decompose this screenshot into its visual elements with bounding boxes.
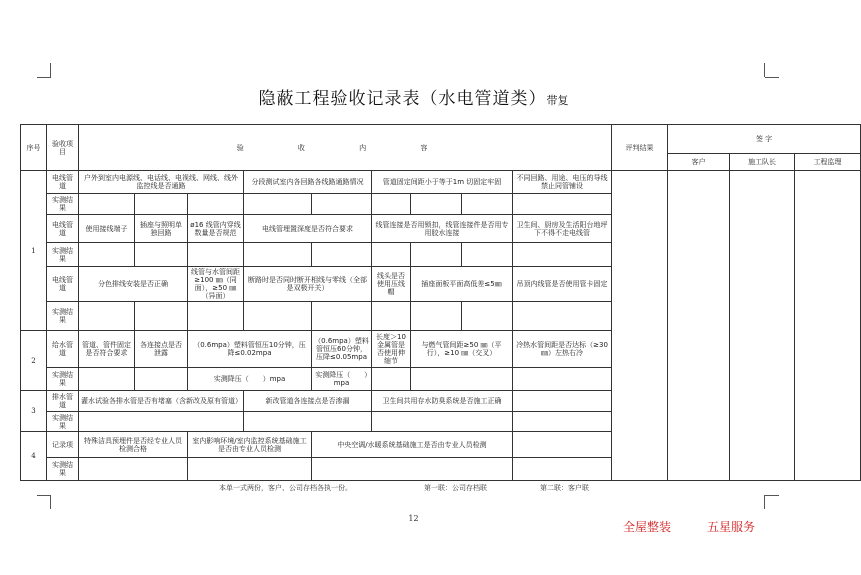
check-cell: 吊顶内线管是否使用管卡固定 — [513, 267, 612, 302]
check-cell: 冷热水管间距是否达标（≥30 ㎜）左热右冷 — [513, 331, 612, 368]
measured-cell[interactable] — [513, 243, 612, 267]
check-cell: 线头是否使用压线帽 — [372, 267, 411, 302]
group-2-number: 2 — [21, 331, 47, 391]
slogan-right: 五星服务 — [707, 520, 756, 534]
header-seq: 序号 — [21, 125, 47, 171]
measured-cell[interactable] — [411, 368, 513, 391]
measured-cell[interactable] — [188, 458, 312, 481]
check-cell: 新改管道各连接点是否渗漏 — [244, 391, 372, 412]
measured-cell[interactable] — [372, 368, 411, 391]
check-cell: 线管与水管间距≥100 ㎜（同面），≥50 ㎜（异面） — [188, 267, 244, 302]
measured-cell[interactable] — [135, 194, 188, 215]
sign-leader-cell[interactable] — [730, 171, 795, 481]
crop-mark-bottom-left — [50, 495, 65, 509]
measured-cell[interactable] — [244, 194, 312, 215]
header-sign-supervisor: 工程监理 — [795, 154, 861, 171]
item-label: 电线管道 — [47, 267, 79, 302]
measured-label: 实测结果 — [47, 243, 79, 267]
measured-cell[interactable] — [513, 194, 612, 215]
check-cell: 使用接线端子 — [79, 215, 135, 243]
footer-copy-2: 第二联：客户联 — [540, 484, 589, 492]
header-content: 验 收 内 容 — [79, 125, 612, 171]
check-cell: 特殊洁具预埋件是否经专业人员检测合格 — [79, 432, 188, 458]
measured-cell[interactable] — [312, 458, 513, 481]
check-cell: 卫生间、厨房及生活阳台地坪下不得不走电线管 — [513, 215, 612, 243]
check-cell: 灌水试验各排水管是否有堵塞（含新改及原有管道） — [79, 391, 244, 412]
check-cell: 插座与照明单独回路 — [135, 215, 188, 243]
measured-label: 实测结果 — [47, 458, 79, 481]
page-number: 12 — [408, 514, 419, 523]
measured-cell[interactable] — [312, 302, 372, 331]
check-cell: 电线管埋置深度是否符合要求 — [244, 215, 372, 243]
item-label: 电线管道 — [47, 171, 79, 194]
header-item: 验收项目 — [47, 125, 79, 171]
check-cell: ø16 线管内穿线数量是否规范 — [188, 215, 244, 243]
check-cell: 不同回路、用途、电压的导线禁止同管铺设 — [513, 171, 612, 194]
measured-cell[interactable] — [79, 458, 188, 481]
check-cell: 与燃气管间距≥50 ㎜（平行），≥10 ㎜（交叉） — [411, 331, 513, 368]
crop-mark-top-right — [764, 63, 779, 77]
check-cell: 分段测试室内各回路各线路通路情况 — [244, 171, 372, 194]
measured-cell[interactable] — [372, 243, 411, 267]
measured-cell[interactable] — [79, 368, 135, 391]
measured-cell[interactable] — [135, 368, 188, 391]
group-3-number: 3 — [21, 391, 47, 432]
measured-cell[interactable] — [244, 412, 372, 432]
measured-cell[interactable] — [188, 243, 244, 267]
check-cell: 插座面板平面高低差≤5㎜ — [411, 267, 513, 302]
check-cell: 分色排线安装是否正确 — [79, 267, 188, 302]
measured-cell[interactable] — [513, 412, 612, 432]
crop-mark-top-left — [50, 63, 65, 77]
check-cell: 中央空调/水暖系统基础施工是否由专业人员检测 — [312, 432, 513, 458]
footer-copy-1: 第一联：公司存档联 — [424, 484, 487, 492]
slogan-left: 全屋整装 — [623, 520, 672, 534]
measured-cell[interactable] — [79, 243, 135, 267]
header-sign: 签 字 — [668, 125, 861, 154]
measured-cell[interactable] — [312, 243, 372, 267]
sign-customer-cell[interactable] — [668, 171, 730, 481]
header-assess: 评判结果 — [612, 125, 668, 171]
assess-cell[interactable] — [612, 171, 668, 481]
measured-cell[interactable] — [79, 412, 244, 432]
group-4-number: 4 — [21, 432, 47, 481]
measured-cell[interactable] — [79, 302, 135, 331]
check-cell: （0.6mpa）塑料管恒压10分钟，压降≤0.02mpa — [188, 331, 312, 368]
measured-cell[interactable] — [462, 302, 513, 331]
footer-note: 本单一式两份，客户、公司存档各执一份。 — [219, 484, 352, 492]
measured-cell[interactable] — [513, 368, 612, 391]
measured-cell[interactable] — [312, 194, 372, 215]
measured-cell[interactable] — [244, 302, 312, 331]
measured-cell[interactable] — [188, 302, 244, 331]
measured-cell[interactable] — [411, 194, 462, 215]
pressure-drop-cell[interactable]: 实测降压（ ）mpa — [312, 368, 372, 391]
crop-mark-bottom-right — [764, 495, 779, 509]
measured-cell[interactable] — [411, 302, 462, 331]
measured-cell[interactable] — [513, 302, 612, 331]
title-main: 隐蔽工程验收记录表（水电管道类） — [258, 89, 547, 109]
check-cell: 线管连接是否用锁扣，线管连接件是否用专用胶水连接 — [372, 215, 513, 243]
check-cell: 长度＞10 金属管是否使用伸缩节 — [372, 331, 411, 368]
measured-cell[interactable] — [462, 243, 513, 267]
measured-cell[interactable] — [513, 458, 612, 481]
header-sign-leader: 施工队长 — [730, 154, 795, 171]
measured-cell[interactable] — [411, 243, 462, 267]
measured-label: 实测结果 — [47, 194, 79, 215]
check-cell: （0.6mpa）塑料管恒压60分钟，压降≤0.05mpa — [312, 331, 372, 368]
check-cell: 管道固定间距小于等于1m 切固定牢固 — [372, 171, 513, 194]
measured-cell[interactable] — [372, 194, 411, 215]
measured-label: 实测结果 — [47, 368, 79, 391]
item-label: 记录项 — [47, 432, 79, 458]
check-cell: 户外到室内电源线、电话线、电视线、网线、线外监控线是否通路 — [79, 171, 244, 194]
group-1-number: 1 — [21, 171, 47, 331]
measured-cell[interactable] — [135, 302, 188, 331]
check-cell: 卫生间共用存水防臭系统是否施工正确 — [372, 391, 513, 412]
measured-cell[interactable] — [372, 412, 513, 432]
measured-cell[interactable] — [372, 302, 411, 331]
measured-cell[interactable] — [135, 243, 188, 267]
item-label: 排水管道 — [47, 391, 79, 412]
check-cell — [513, 391, 612, 412]
item-label: 给水管道 — [47, 331, 79, 368]
title-sub: 带复 — [546, 94, 569, 107]
check-cell: 各连接点是否泄露 — [135, 331, 188, 368]
measured-label: 实测结果 — [47, 302, 79, 331]
measured-cell[interactable] — [79, 194, 135, 215]
item-label: 电线管道 — [47, 215, 79, 243]
measured-cell[interactable] — [244, 243, 312, 267]
sign-supervisor-cell[interactable] — [795, 171, 861, 481]
check-cell — [513, 432, 612, 458]
measured-cell[interactable] — [462, 194, 513, 215]
acceptance-table — [20, 124, 861, 481]
check-cell: 室内影响环境/室内监控系统基础施工是否由专业人员检测 — [188, 432, 312, 458]
page-title — [0, 84, 827, 109]
measured-cell[interactable] — [188, 194, 244, 215]
header-sign-customer: 客户 — [668, 154, 730, 171]
measured-label: 实测结果 — [47, 412, 79, 432]
check-cell: 断路时是否同时断开相线与零线（全部是双极开关） — [244, 267, 372, 302]
pressure-drop-cell[interactable]: 实测降压（ ）mpa — [188, 368, 312, 391]
check-cell: 管道、管件固定是否符合要求 — [79, 331, 135, 368]
